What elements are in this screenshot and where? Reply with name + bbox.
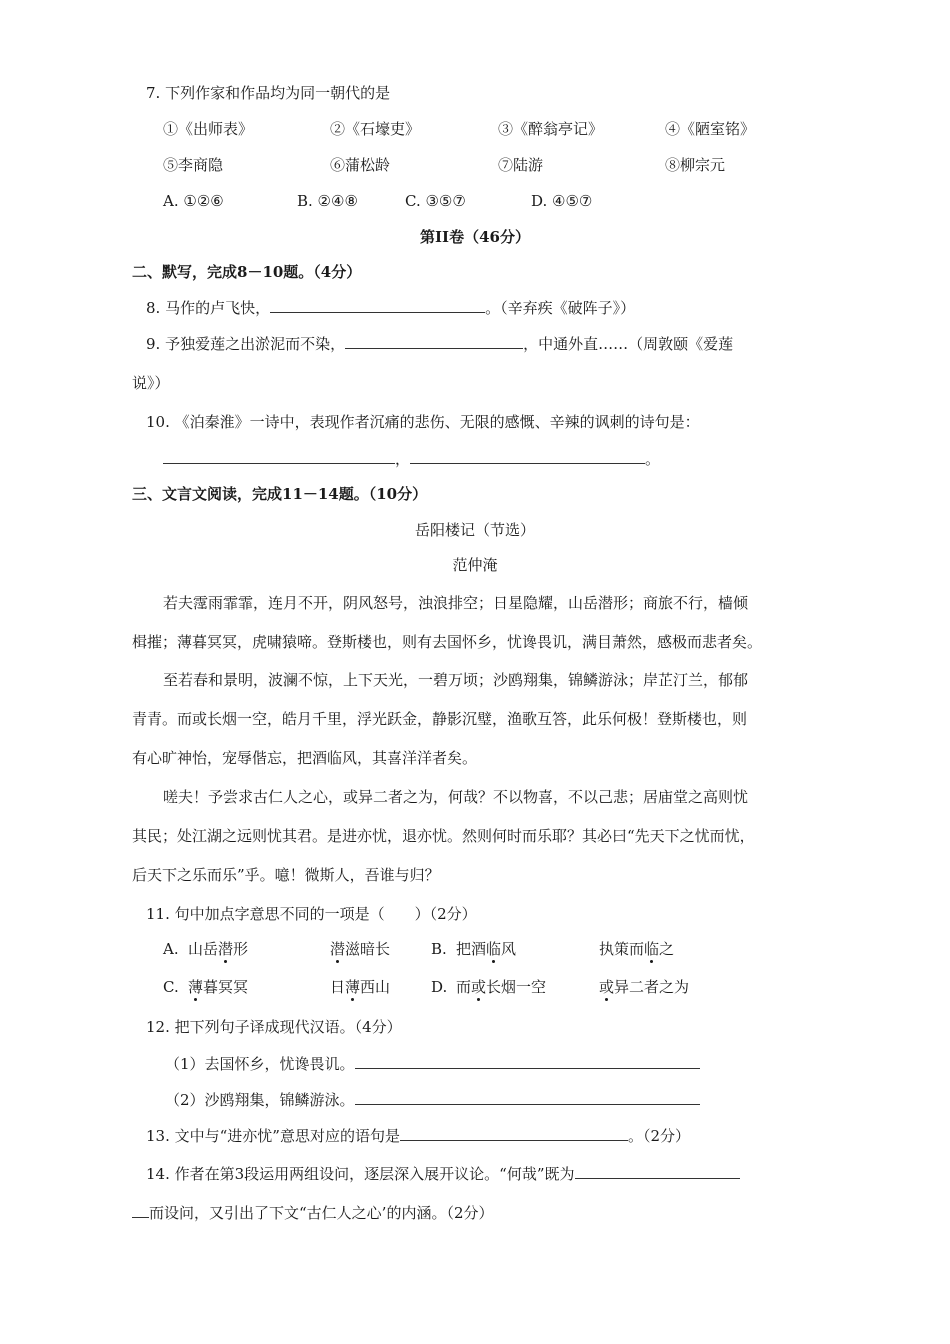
q9-text-end: 说》）	[132, 374, 170, 392]
q12-stem: 12. 把下列句子译成现代汉语。（4分）	[146, 1018, 402, 1036]
q9-answer-blank[interactable]	[345, 334, 523, 349]
q14-text-cont: 而设问，又引出了下文“古仁人之心’的内涵。（2分）	[149, 1204, 494, 1222]
q12-answer-blank-2[interactable]	[355, 1090, 700, 1105]
q11-c-dotted-char-2: 薄	[345, 978, 361, 996]
q7-item-2: ②《石壕吏》	[330, 120, 421, 138]
q11-c-dotted-char-1: 薄	[188, 978, 204, 996]
passage-title: 岳阳楼记（节选）	[414, 521, 535, 539]
q14-answer-blank-1[interactable]	[575, 1164, 740, 1179]
passage-p3-line3: 后天下之乐而乐”乎。噫！微斯人，吾谁与归？	[132, 866, 440, 884]
q9-text-cont: ，中通外直……（周敦颐《爱莲	[523, 335, 734, 353]
passage-p3-line2: 其民；处江湖之远则忧其君。是进亦忧，退亦忧。然则何时而乐耶？其必曰“先天下之忧而忧，	[132, 827, 755, 845]
q9-text: 9. 予独爱莲之出淤泥而不染，	[146, 335, 346, 353]
q13-points: 。（2分）	[627, 1127, 691, 1145]
q7-item-3: ③《醉翁亭记》	[498, 120, 604, 138]
q11-d-dotted-char-1: 或	[471, 978, 487, 996]
passage-author: 范仲淹	[452, 556, 498, 574]
q7-item-1: ①《出师表》	[163, 120, 254, 138]
q7-stem: 7. 下列作家和作品均为同一朝代的是	[146, 84, 391, 102]
q8-answer-blank[interactable]	[270, 298, 485, 313]
passage-p1-line2: 楫摧；薄暮冥冥，虎啸猿啼。登斯楼也，则有去国怀乡，忧谗畏讥，满目萧然，感极而悲者矣。	[132, 633, 763, 651]
q11-a-dotted-char-2: 潜	[330, 940, 346, 958]
section3-heading: 三、文言文阅读，完成11－14题。（10分）	[132, 485, 428, 503]
q7-option-c: C. ③⑤⑦	[405, 192, 466, 210]
q11-d-phrase-2: 或异二者之为	[599, 978, 690, 996]
q13-answer-blank[interactable]	[400, 1126, 628, 1141]
q12-sentence-1: （1）去国怀乡，忧谗畏讥。	[165, 1055, 355, 1073]
q12-sentence-1-line	[165, 1054, 700, 1074]
q14-line-1	[146, 1164, 740, 1184]
q10-answer-line	[163, 449, 660, 469]
part2-title: 第II卷（46分）	[420, 228, 530, 246]
q11-d-dotted-char-2: 或	[599, 978, 615, 996]
q11-c-label: C.	[163, 978, 179, 996]
q12-sentence-2-line	[165, 1090, 700, 1110]
q7-item-7: ⑦陆游	[498, 156, 544, 174]
q12-sentence-2: （2）沙鸥翔集，锦鳞游泳。	[165, 1091, 355, 1109]
q14-answer-blank-2[interactable]	[132, 1203, 149, 1218]
section2-heading: 二、默写，完成8－10题。（4分）	[132, 263, 362, 281]
q11-a-label: A.	[163, 940, 179, 958]
q9-line	[146, 334, 733, 354]
q8-source: 。（辛弃疾《破阵子》）	[485, 299, 636, 317]
q14-line-2	[132, 1203, 493, 1223]
q11-c-phrase-1: 薄暮冥冥	[188, 978, 249, 996]
q10-answer-blank-1[interactable]	[163, 449, 395, 464]
q7-item-6: ⑥蒲松龄	[330, 156, 391, 174]
q11-b-dotted-char-2: 临	[644, 940, 660, 958]
q11-b-label: B.	[431, 940, 447, 958]
passage-p2-line3: 有心旷神怡，宠辱偕忘，把酒临风，其喜洋洋者矣。	[132, 749, 478, 767]
q11-b-phrase-2: 执策而临之	[599, 940, 675, 958]
passage-p2-line1: 至若春和景明，波澜不惊，上下天光，一碧万顷；沙鸥翔集，锦鳞游泳；岸芷汀兰，郁郁	[163, 671, 749, 689]
q8-line	[146, 298, 635, 318]
q11-c-phrase-2: 日薄西山	[330, 978, 391, 996]
q7-option-d: D. ④⑤⑦	[531, 192, 593, 210]
q14-text: 14. 作者在第3段运用两组设问，逐层深入展开议论。“何哉”既为	[146, 1165, 575, 1183]
q10-end: 。	[645, 450, 661, 468]
passage-p3-line1: 嗟夫！予尝求古仁人之心，或异二者之为，何哉？不以物喜，不以己悲；居庙堂之高则忧	[163, 788, 749, 806]
q7-item-5: ⑤李商隐	[163, 156, 224, 174]
q10-text: 10. 《泊秦淮》一诗中，表现作者沉痛的悲伤、无限的感慨、辛辣的讽刺的诗句是：	[146, 413, 700, 431]
q11-a-phrase-2: 潜滋暗长	[330, 940, 391, 958]
q8-text: 8. 马作的卢飞快，	[146, 299, 271, 317]
q7-option-a: A. ①②⑥	[163, 192, 224, 210]
q10-answer-blank-2[interactable]	[410, 449, 645, 464]
q11-stem: 11. 句中加点字意思不同的一项是（ ）（2分）	[146, 905, 477, 923]
passage-p1-line1: 若夫霪雨霏霏，连月不开，阴风怒号，浊浪排空；日星隐耀，山岳潜形；商旅不行，樯倾	[163, 594, 749, 612]
q11-b-dotted-char-1: 临	[486, 940, 502, 958]
q11-b-phrase-1: 把酒临风	[456, 940, 517, 958]
q7-item-4: ④《陋室铭》	[665, 120, 756, 138]
q13-text: 13. 文中与“进亦忧”意思对应的语句是	[146, 1127, 400, 1145]
q10-comma: ，	[395, 450, 411, 468]
passage-p2-line2: 青青。而或长烟一空，皓月千里，浮光跃金，静影沉璧，渔歌互答，此乐何极！登斯楼也，则	[132, 710, 748, 728]
q7-option-b: B. ②④⑧	[297, 192, 358, 210]
q13-line	[146, 1126, 690, 1146]
q7-item-8: ⑧柳宗元	[665, 156, 726, 174]
q11-a-phrase-1: 山岳潜形	[188, 940, 249, 958]
q12-answer-blank-1[interactable]	[355, 1054, 700, 1069]
q11-d-label: D.	[431, 978, 448, 996]
q11-a-dotted-char-1: 潜	[218, 940, 234, 958]
q11-d-phrase-1: 而或长烟一空	[456, 978, 547, 996]
